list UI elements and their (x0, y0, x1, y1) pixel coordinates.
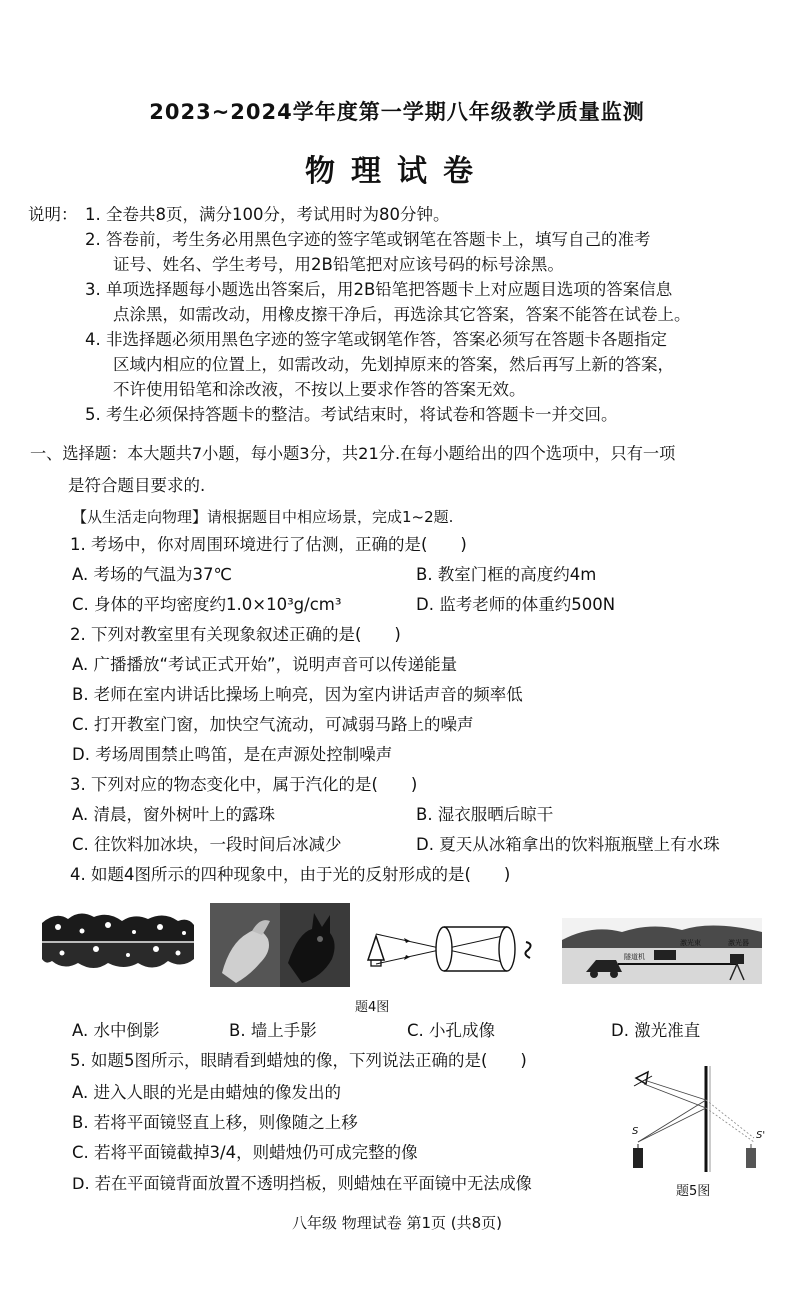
q2-option-a: A. 广播播放“考试正式开始”，说明声音可以传递能量 (72, 655, 458, 674)
instruction-line: 1. 全卷共8页，满分100分，考试用时为80分钟。 (85, 205, 450, 224)
q2-option-d: D. 考场周围禁止鸣笛，是在声源处控制噪声 (72, 745, 393, 764)
q3-option-a: A. 清晨，窗外树叶上的露珠 (72, 805, 275, 824)
q5-option-c: C. 若将平面镜截掉3/4，则蜡烛仍可成完整的像 (72, 1143, 418, 1162)
fig4-label-laser-beam: 激光束 (680, 939, 701, 947)
exam-title: 2023~2024学年度第一学期八年级教学质量监测 (149, 100, 645, 124)
fig4-label-tunnel-machine: 隧道机 (624, 953, 645, 961)
instruction-line: 4. 非选择题必须用黑色字迹的签字笔或钢笔作答，答案必须写在答题卡各题指定 (85, 330, 667, 349)
fig4-hand-shadow-image (210, 903, 350, 987)
question-2-stem: 2. 下列对教室里有关现象叙述正确的是( ) (70, 625, 401, 644)
fig5-label-s-prime: S' (756, 1130, 766, 1141)
context-note: 【从生活走向物理】请根据题目中相应场景，完成1~2题. (72, 508, 454, 526)
q1-option-d: D. 监考老师的体重约500N (416, 595, 616, 614)
q4-option-b: B. 墙上手影 (229, 1021, 317, 1040)
question-1-stem: 1. 考场中，你对周围环境进行了估测，正确的是( ) (70, 535, 467, 554)
fig4-label-laser: 激光器 (728, 939, 749, 947)
figure-4-caption: 题4图 (355, 1000, 390, 1015)
instruction-line: 5. 考生必须保持答题卡的整洁。考试结束时，将试卷和答题卡一并交回。 (85, 405, 618, 424)
q3-option-d: D. 夏天从冰箱拿出的饮料瓶瓶壁上有水珠 (416, 835, 720, 854)
fig4-water-reflection-image (38, 905, 196, 977)
question-5-stem: 5. 如题5图所示，眼睛看到蜡烛的像，下列说法正确的是( ) (70, 1051, 527, 1070)
section-heading-cont: 是符合题目要求的. (68, 476, 206, 495)
q2-option-c: C. 打开教室门窗，加快空气流动，可减弱马路上的噪声 (72, 715, 474, 734)
q1-option-b: B. 教室门框的高度约4m (416, 565, 597, 584)
question-3-stem: 3. 下列对应的物态变化中，属于汽化的是( ) (70, 775, 418, 794)
instruction-line: 3. 单项选择题每小题选出答案后，用2B铅笔把答题卡上对应题目选项的答案信息 (85, 280, 673, 299)
figure-5-caption: 题5图 (676, 1184, 711, 1199)
q5-option-b: B. 若将平面镜竖直上移，则像随之上移 (72, 1113, 358, 1132)
instruction-line: 不许使用铅笔和涂改液，不按以上要求作答的答案无效。 (113, 380, 526, 399)
fig4-pinhole-camera-diagram (362, 920, 544, 980)
section-heading: 一、选择题：本大题共7小题，每小题3分，共21分.在每小题给出的四个选项中，只有一项 (30, 444, 676, 463)
q5-option-d: D. 若在平面镜背面放置不透明挡板，则蜡烛在平面镜中无法成像 (72, 1174, 532, 1193)
fig4-laser-alignment-image (562, 918, 762, 984)
fig5-plane-mirror-diagram (622, 1062, 772, 1174)
instruction-line: 证号、姓名、学生考号，用2B铅笔把对应该号码的标号涂黑。 (113, 255, 564, 274)
q4-option-d: D. 激光准直 (611, 1021, 701, 1040)
subject-title: 物理试卷 (305, 154, 489, 189)
instruction-line: 区域内相应的位置上，如需改动，先划掉原来的答案，然后再写上新的答案， (113, 355, 674, 374)
instruction-line: 点涂黑，如需改动，用橡皮擦干净后，再选涂其它答案，答案不能答在试卷上。 (113, 305, 691, 324)
q4-option-c: C. 小孔成像 (407, 1021, 496, 1040)
instruction-line: 2. 答卷前，考生务必用黑色字迹的签字笔或钢笔在答题卡上，填写自己的准考 (85, 230, 651, 249)
page-footer: 八年级 物理试卷 第1页 (共8页) (291, 1214, 503, 1232)
q3-option-c: C. 往饮料加冰块，一段时间后冰减少 (72, 835, 342, 854)
q2-option-b: B. 老师在室内讲话比操场上响亮，因为室内讲话声音的频率低 (72, 685, 523, 704)
q5-option-a: A. 进入人眼的光是由蜡烛的像发出的 (72, 1083, 341, 1102)
fig5-label-s: S (632, 1126, 639, 1137)
q1-option-c: C. 身体的平均密度约1.0×10³g/cm³ (72, 595, 342, 614)
instructions-prefix: 说明： (28, 205, 78, 224)
q3-option-b: B. 湿衣服晒后晾干 (416, 805, 554, 824)
question-4-stem: 4. 如题4图所示的四种现象中，由于光的反射形成的是( ) (70, 865, 511, 884)
q4-option-a: A. 水中倒影 (72, 1021, 160, 1040)
q1-option-a: A. 考场的气温为37℃ (72, 565, 233, 584)
